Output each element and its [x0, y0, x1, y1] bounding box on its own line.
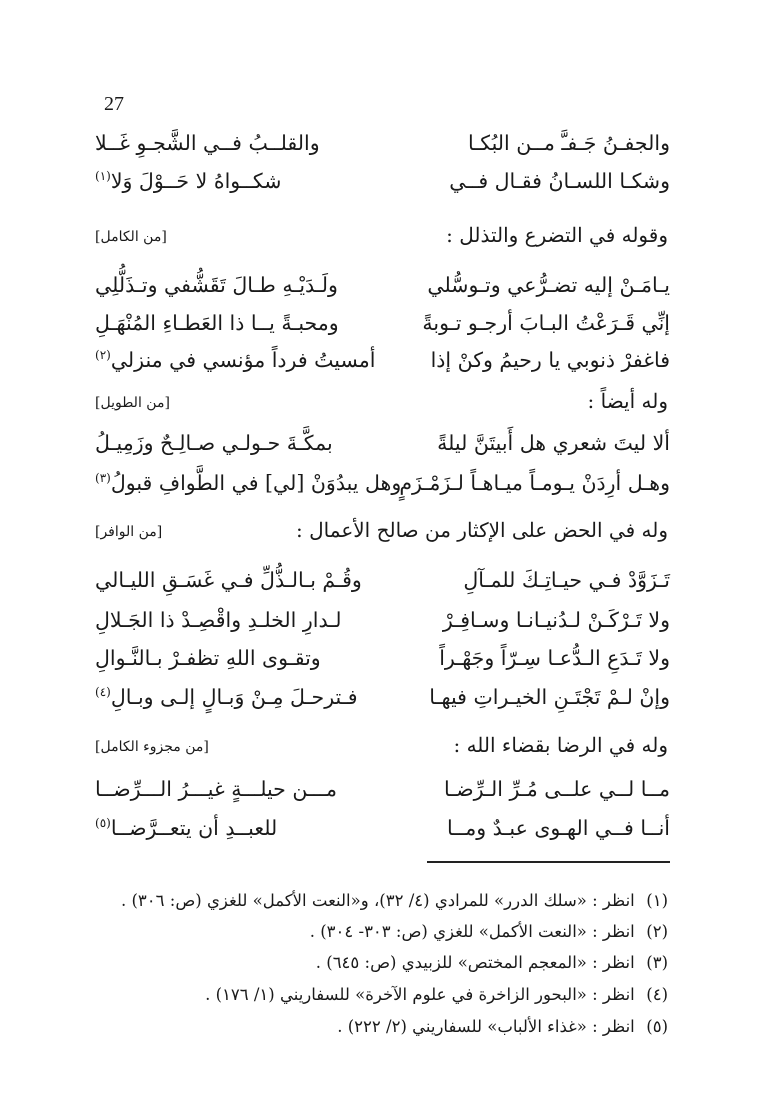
verse-first-hemistich: ألا ليتَ شعري هل أَبيتَنَّ ليلةً	[437, 431, 670, 455]
page-number: 27	[104, 93, 124, 115]
footnote-marker: (٤)	[95, 685, 111, 700]
verse-line	[95, 343, 670, 377]
meter-label: [من الوافر]	[95, 524, 163, 540]
verse-line	[95, 426, 670, 460]
footnote-text: انظر : «النعت الأكمل» للغزي (ص: ٣٠٣- ٣٠٤) .	[309, 922, 635, 941]
verse-line	[95, 268, 670, 302]
poem-intro: وله في الرضا بقضاء الله :	[453, 733, 668, 757]
meter-label: [من مجزوء الكامل]	[95, 739, 209, 755]
verse-second-hemistich: ومحبـةً يــا ذا العَطـاءِ المُنْهَـلِ	[95, 311, 339, 335]
footnote-number: (٤)	[646, 985, 668, 1004]
verse-first-hemistich: فاغفرْ ذنوبي يا رحيمُ وكنْ إذا	[430, 348, 670, 372]
verse-first-hemistich: ولا تَـرْكَـنْ لـدُنيـانـا وسـافِـرْ	[442, 608, 670, 632]
verse-first-hemistich: أنــا فــي الهـوى عبـدٌ ومــا	[447, 816, 670, 840]
footnote-text: انظر : «البحور الزاخرة في علوم الآخرة» للسفاريني (١/ ١٧٦) .	[205, 985, 635, 1004]
footnote-marker: (٢)	[95, 348, 111, 363]
footnote-text: انظر : «سلك الدرر» للمرادي (٤/ ٣٢)، و«النعت الأكمل» للغزي (ص: ٣٠٦) .	[120, 891, 635, 910]
footnote-marker: (٣)	[95, 471, 111, 486]
footnote	[337, 1012, 668, 1042]
verse-first-hemistich: وهـل أرِدَنْ يـومـاً ميـاهـاً لـزَمْـزَمٍ	[399, 471, 670, 495]
verse-first-hemistich: يـامَـنْ إليه تضـرُّعي وتـوسُّلي	[427, 273, 670, 297]
verse-line	[95, 603, 670, 637]
verse-line	[95, 811, 670, 845]
poem-intro: وقوله في التضرع والتذلل :	[446, 223, 668, 247]
verse-line	[95, 164, 670, 198]
footnote	[310, 917, 668, 947]
verse-second-hemistich: بمكَّـةَ حـولـي صـالِـحٌ وزَمِيـلُ	[95, 431, 333, 455]
poem-intro: وله في الحض على الإكثار من صالح الأعمال :	[296, 518, 668, 542]
verse-second-hemistich: وقُـمْ بـالـذُّلِّ فـي غَسَـقِ الليـالي	[95, 568, 362, 592]
verse-line	[95, 680, 670, 714]
verse-second-hemistich: أمسيتُ فرداً مؤنسي في منزلي$^{(٢)}$	[95, 348, 376, 372]
footnote-number: (١)	[646, 891, 668, 910]
verse-second-hemistich: لـدارِ الخلـدِ واقْصِـدْ ذا الجَـلالِ	[95, 608, 342, 632]
verse-line	[95, 772, 670, 806]
verse-first-hemistich: مــا لــي علــى مُـرِّ الـرِّضـا	[444, 777, 670, 801]
verse-second-hemistich: وهل يبدُوَنْ [لي] في الطَّوافِ قبولُ$^{(٣)}$	[95, 471, 402, 495]
verse-second-hemistich: وتقـوى اللهِ تظفـرْ بـالنَّـوالِ	[95, 646, 321, 670]
verse-line	[95, 126, 670, 160]
verse-first-hemistich: إنِّي قَـرَعْتُ البـابَ أرجـو تـوبةً	[422, 311, 670, 335]
verse-line	[95, 306, 670, 340]
verse-second-hemistich: مـــن حيلـــةٍ غيـــرُ الـــرِّضــا	[95, 777, 337, 801]
footnote-marker: (٥)	[95, 816, 111, 831]
verse-line	[95, 641, 670, 675]
verse-second-hemistich: ولَـدَيْـهِ طـالَ تَقَشُّفي وتـذَلُّلِي	[95, 273, 338, 297]
footnote	[205, 980, 668, 1010]
footnote-separator	[427, 861, 670, 863]
poem-intro: وله أيضاً :	[587, 389, 668, 413]
verse-first-hemistich: وشكـا اللسـانُ فقـال فــي	[449, 169, 670, 193]
verse-second-hemistich: فـترحـلَ مِـنْ وَبـالٍ إلـى وبـالِ$^{(٤)}$	[95, 685, 358, 709]
footnote-number: (٥)	[646, 1017, 668, 1036]
meter-label: [من الكامل]	[95, 229, 167, 245]
footnote-number: (٢)	[646, 922, 668, 941]
footnote-text: انظر : «غذاء الألباب» للسفاريني (٢/ ٢٢٢) .	[337, 1017, 635, 1036]
footnote-marker: (١)	[95, 169, 111, 184]
verse-line	[95, 466, 670, 500]
meter-label: [من الطويل]	[95, 395, 170, 411]
verse-second-hemistich: والقلــبُ فــي الشَّجـوِ غَــلا	[95, 131, 320, 155]
verse-line	[95, 563, 670, 597]
verse-first-hemistich: ولا تَـدَعِ الـدُّعـا سِـرّاً وجَهْـراً	[439, 646, 670, 670]
verse-first-hemistich: وإنْ لـمْ تَجْتَـنِ الخيـراتِ فيهـا	[429, 685, 670, 709]
footnote-text: انظر : «المعجم المختص» للزبيدي (ص: ٦٤٥) .	[315, 953, 635, 972]
verse-second-hemistich: للعبــدِ أن يتعــرَّضــا$^{(٥)}$	[95, 816, 278, 840]
footnote	[121, 886, 668, 916]
footnote-number: (٣)	[646, 953, 668, 972]
verse-first-hemistich: والجفـنُ جَـفـَّ مــن البُكـا	[468, 131, 670, 155]
verse-first-hemistich: تَـزَوَّدْ فـي حيـاتِـكَ للمـآلِ	[463, 568, 670, 592]
verse-second-hemistich: شكــواهُ لا حَــوْلَ وَلا$^{(١)}$	[95, 169, 282, 193]
footnote	[316, 948, 668, 978]
